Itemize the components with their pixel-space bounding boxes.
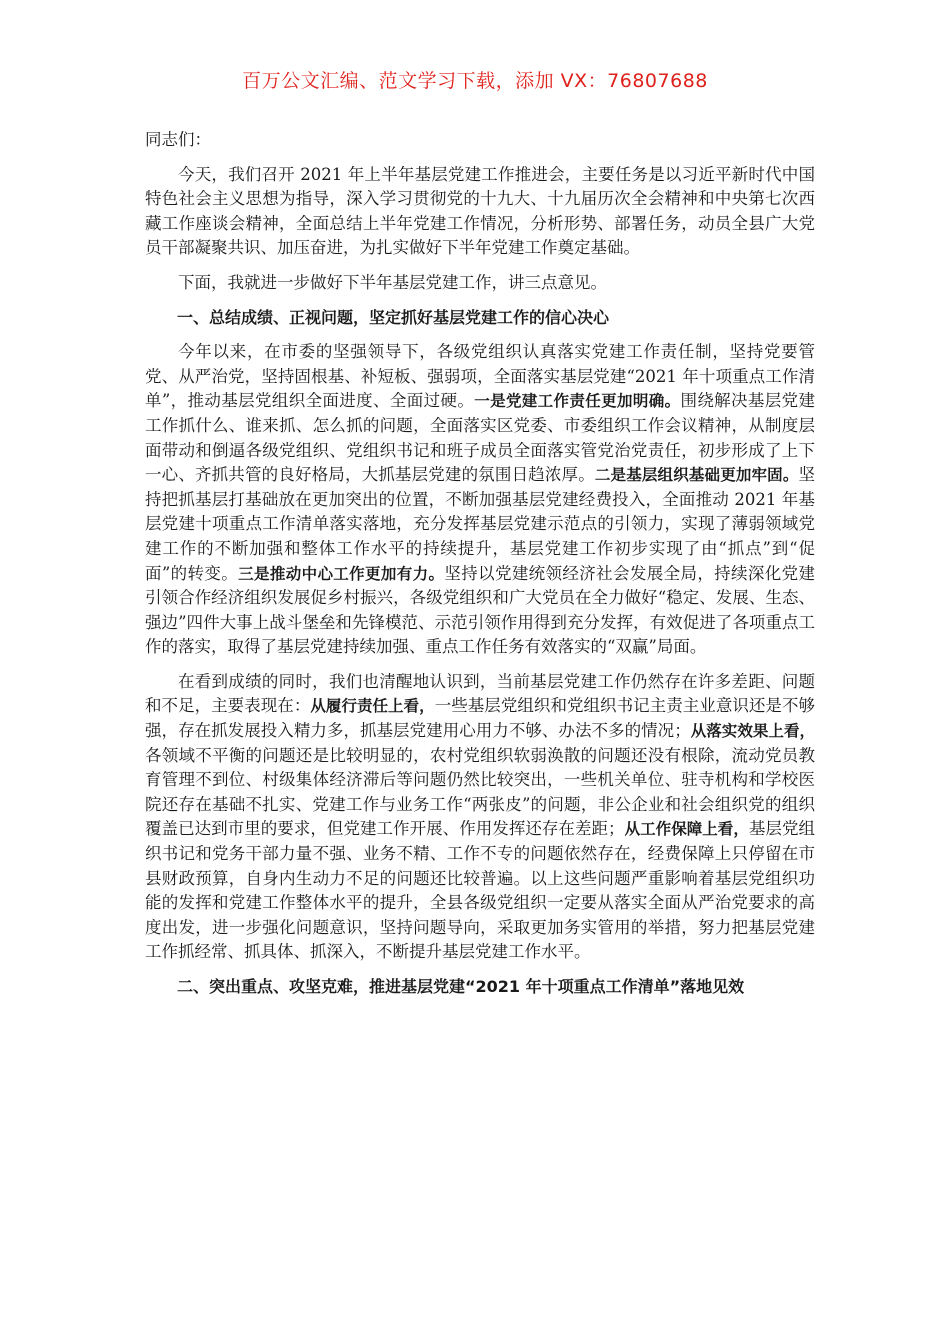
problem-point-2: 从落实效果上看， (690, 722, 815, 741)
problem-point-3: 从工作保障上看， (624, 820, 749, 839)
problems-paragraph (145, 670, 815, 965)
achievement-point-3: 三是推动中心工作更加有力。 (238, 564, 445, 583)
achievements-text-4: 坚持以党建统领经济社会发展全局，持续深化党建引领合作经济组织发展促乡村振兴，各级党组织和广大党员在全力做好“稳定、发展、生态、强边”四件大事上战斗堡垒和先锋模范、示范引领作用得到充分发挥，有效促进了各项重点工作的落实，取得了基层党建持续加强、重点工作任务有效落实的“双赢”局面。 (145, 563, 815, 657)
achievements-paragraph (145, 340, 815, 660)
document-body (145, 128, 815, 1010)
achievements-text-1: 今年以来，在市委的坚强领导下，各级党组织认真落实党建工作责任制，坚持党要管党、从严治党，坚持固根基、补短板、强弱项，全面落实基层党建“2021 年十项重点工作清单”，推动基层党组织全面进度、全面过硬。 (145, 342, 815, 411)
section-heading-1: 一、总结成绩、正视问题，坚定抓好基层党建工作的信心决心 (177, 307, 610, 327)
greeting: 同志们： (145, 130, 211, 149)
lead-paragraph: 下面，我就进一步做好下半年基层党建工作，讲三点意见。 (178, 272, 607, 292)
header-banner: 百万公文汇编、范文学习下载，添加 VX：76807688 (242, 70, 708, 92)
problems-text-2: 一些基层党组织和党组织书记主责主业意识还是不够强，存在抓发展投入精力多，抓基层党建用心用力不够、办法不多的情况； (145, 696, 816, 741)
problems-text-1: 在看到成绩的同时，我们也清醒地认识到，当前基层党建工作仍然存在许多差距、问题和不足，主要表现在： (145, 671, 815, 716)
section-heading-2: 二、突出重点、攻坚克难，推进基层党建“2021 年十项重点工作清单”落地见效 (177, 977, 745, 996)
achievement-point-2: 二是基层组织基础更加牢固。 (594, 466, 799, 485)
intro-paragraph: 今天，我们召开 2021 年上半年基层党建工作推进会，主要任务是以习近平新时代中国特色社会主义思想为指导，深入学习贯彻党的十九大、十九届历次全会精神和中央第七次西藏工作座谈会精神，全面总结上半年党建工作情况，分析形势、部署任务，动员全县广大党员干部凝聚共识、加压奋进，为扎实做好下半年党建工作奠定基础。 (145, 164, 815, 258)
problems-text-3: 各领域不平衡的问题还是比较明显的，农村党组织软弱涣散的问题还没有根除，流动党员教育管理不到位、村级集体经济滞后等问题仍然比较突出，一些机关单位、驻寺机构和学校医院还存在基础不扎实、党建工作与业务工作“两张皮”的问题，非公企业和社会组织党的组织覆盖已达到市里的要求，但党建工作开展、作用发挥还存在差距； (145, 745, 815, 839)
problems-text-4: 基层党组织书记和党务干部力量不强、业务不精、工作不专的问题依然存在，经费保障上只停留在市县财政预算，自身内生动力不足的问题还比较普遍。以上这些问题严重影响着基层党组织功能的发挥和党建工作整体水平的提升，全县各级党组织一定要从落实全面从严治党要求的高度出发，进一步强化问题意识，坚持问题导向，采取更加务实管用的举措，努力把基层党建工作抓经常、抓具体、抓深入，不断提升基层党建工作水平。 (145, 819, 816, 962)
achievements-text-3: 坚持把抓基层打基础放在更加突出的位置，不断加强基层党建经费投入，全面推动 2021 年基层党建十项重点工作清单落实落地，充分发挥基层党建示范点的引领力，实现了薄弱领域党建工作的不断加强和整体工作水平的持续提升，基层党建工作初步实现了由“抓点”到“促面”的转变。 (145, 465, 815, 583)
achievements-text-2: 围绕解决基层党建工作抓什么、谁来抓、怎么抓的问题，全面落实区党委、市委组织工作会议精神，从制度层面带动和倒逼各级党组织、党组织书记和班子成员全面落实管党治党责任，初步形成了上下一心、齐抓共管的良好格局，大抓基层党建的氛围日趋浓厚。 (145, 391, 815, 485)
achievement-point-1: 一是党建工作责任更加明确。 (474, 392, 681, 411)
problem-point-1: 从履行责任上看， (310, 697, 435, 716)
